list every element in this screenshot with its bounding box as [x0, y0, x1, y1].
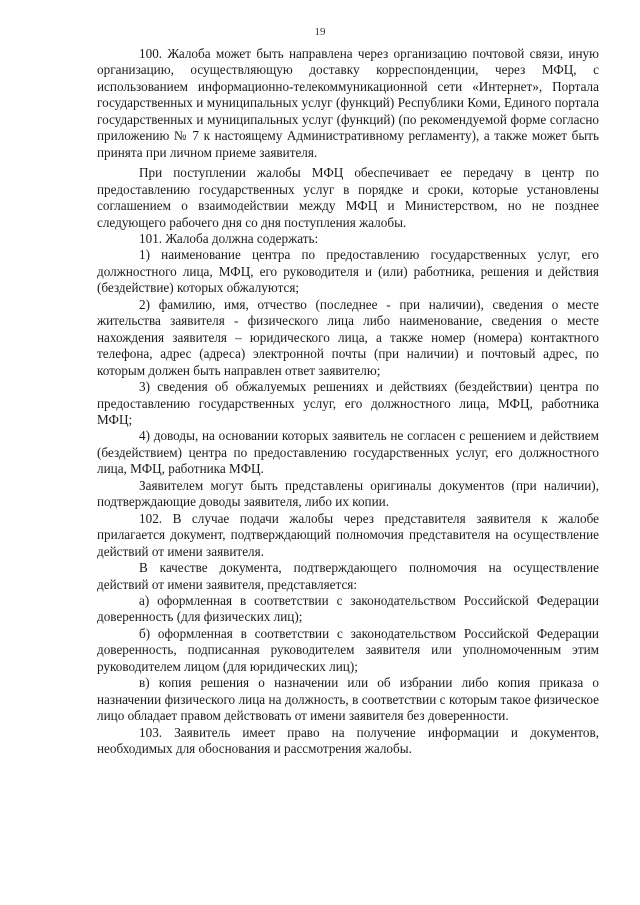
list-item-4: 4) доводы, на основании которых заявитель не согласен с решением и действием (бездействием) центра по предоставлению государственных услуг, его должностного лица, МФЦ, работника МФЦ.: [97, 428, 599, 477]
paragraph-102: 102. В случае подачи жалобы через представителя заявителя к жалобе прилагается документ, подтверждающий полномочия представителя на осуществление действий от имени заявителя.: [97, 510, 599, 559]
list-item-2: 2) фамилию, имя, отчество (последнее - при наличии), сведения о месте жительства заявителя - физического лица либо наименование, сведения о месте нахождения заявителя – юридического лица, а также номер (номера) контактного телефона, адрес (адреса) электронной почты (при наличии) и почтовый адрес, по которым должен быть направлен ответ заявителю;: [97, 296, 599, 378]
paragraph-authority-docs: В качестве документа, подтверждающего полномочия на осуществление действий от имени заявителя, представляется:: [97, 560, 599, 592]
paragraph-originals: Заявителем могут быть представлены оригиналы документов (при наличии), подтверждающие доводы заявителя, либо их копии.: [97, 477, 599, 510]
list-item-3: 3) сведения об обжалуемых решениях и действиях (бездействии) центра по предоставлению государственных услуг, его должностного лица, МФЦ, работника МФЦ;: [97, 379, 599, 427]
body-text: [97, 46, 599, 757]
list-item-1: 1) наименование центра по предоставлению государственных услуг, его должностного лица, МФЦ, его руководителя и (или) работника, решения и действия (бездействие) которых обжалуются;: [97, 247, 599, 296]
paragraph-103: 103. Заявитель имеет право на получение информации и документов, необходимых для обоснования и рассмотрения жалобы.: [97, 724, 599, 757]
list-item-v: в) копия решения о назначении или об избрании либо копия приказа о назначении физического лица на должность, в соответствии с которым такое физическое лицо обладает правом действовать от имени заявителя без доверенности.: [97, 675, 599, 724]
list-item-a: а) оформленная в соответствии с законодательством Российской Федерации доверенность (для физических лиц);: [97, 592, 599, 625]
paragraph-101: 101. Жалоба должна содержать:: [139, 230, 319, 246]
list-item-b: б) оформленная в соответствии с законодательством Российской Федерации доверенность, подписанная руководителем заявителя или уполномоченным этим руководителем лицом (для юридических лиц);: [97, 625, 599, 674]
paragraph-mfc-transfer: При поступлении жалобы МФЦ обеспечивает ее передачу в центр по предоставлению государственных услуг в порядке и сроки, которые установлены соглашением о взаимодействии между МФЦ и Министерством, но не позднее следующего рабочего дня со дня поступления жалобы.: [97, 165, 599, 230]
paragraph-100: 100. Жалоба может быть направлена через организацию почтовой связи, иную организацию, осуществляющую доставку корреспонденции, через МФЦ, с использованием информационно-телекоммуникационной сети «Интернет», Портала государственных и муниципальных услуг (функций) Республики Коми, Единого портала государственных и муниципальных услуг (функций) (по рекомендуемой форме согласно приложению № 7 к настоящему Административному регламенту), а также может быть принята при личном приеме заявителя.: [97, 46, 599, 160]
page-number: 19: [314, 26, 326, 38]
